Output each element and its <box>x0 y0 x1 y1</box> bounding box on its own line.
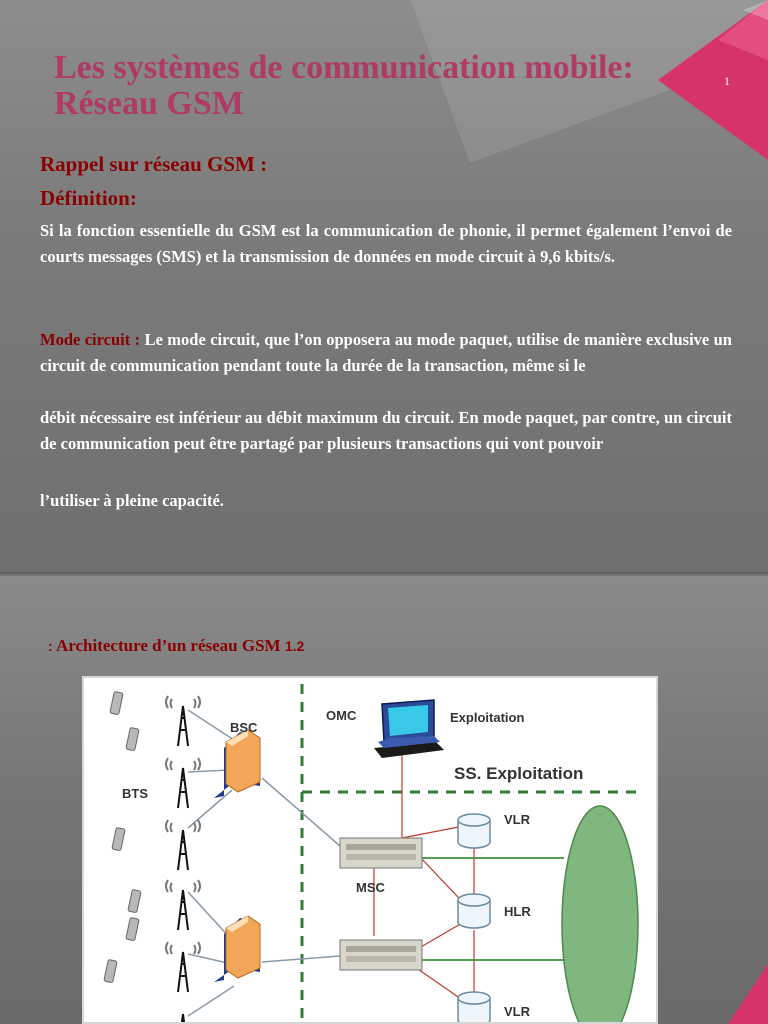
omc-computer <box>374 700 444 758</box>
bts-towers <box>166 696 200 1024</box>
label-msc: MSC <box>356 880 385 895</box>
label-hlr: HLR <box>504 904 531 919</box>
network-oval <box>562 806 638 1024</box>
mobile-phones <box>104 691 141 982</box>
page-number: 1 <box>724 74 730 88</box>
database-cylinders <box>458 814 490 1024</box>
section-prefix: : <box>48 638 53 654</box>
label-omc: OMC <box>326 708 357 723</box>
label-ss-exploitation: SS. Exploitation <box>454 764 584 783</box>
label-vlr-bottom: VLR <box>504 1004 530 1019</box>
paragraph-mode-circuit <box>40 327 732 379</box>
section-number: 1.2 <box>284 638 305 654</box>
oval-links <box>420 858 564 960</box>
label-bsc: BSC <box>230 720 258 735</box>
label-bts: BTS <box>122 786 148 801</box>
pink-corner-decoration <box>728 964 768 1024</box>
bsc-units <box>214 730 260 982</box>
mode-circuit-text: Le mode circuit, que l’on opposera au mode paquet, utilise de manière exclusive un circuit de communication pendant toute la durée de la transaction, même si le <box>40 330 732 375</box>
pink-triangle-decoration <box>658 0 768 160</box>
paragraph-debit: débit nécessaire est inférieur au débit maximum du circuit. En mode paquet, par contre, un circuit de communication peut être partagé par plusieurs transactions qui vont pouvoir <box>40 408 732 453</box>
section-title-text: Architecture d’un réseau GSM <box>55 636 281 655</box>
label-exploitation: Exploitation <box>450 710 525 725</box>
diagram-drawing <box>84 678 658 1024</box>
section-title <box>48 636 304 656</box>
label-vlr-top: VLR <box>504 812 530 827</box>
paragraph-definition: Si la fonction essentielle du GSM est la communication de phonie, il permet également l’envoi de courts messages (SMS) et la transmission de données en mode circuit à 9,6 kbits/s. <box>40 221 732 266</box>
slide-2 <box>0 576 768 1024</box>
gsm-architecture-diagram <box>82 676 658 1024</box>
mode-circuit-label: Mode circuit : <box>40 330 141 349</box>
slide-title: Les systèmes de communication mobile: Réseau GSM <box>54 49 634 122</box>
paragraph-capacite: l’utiliser à pleine capacité. <box>40 491 224 510</box>
heading-rappel: Rappel sur réseau GSM : <box>40 152 268 176</box>
msc-units <box>340 838 422 970</box>
heading-definition: Définition: <box>40 186 137 210</box>
